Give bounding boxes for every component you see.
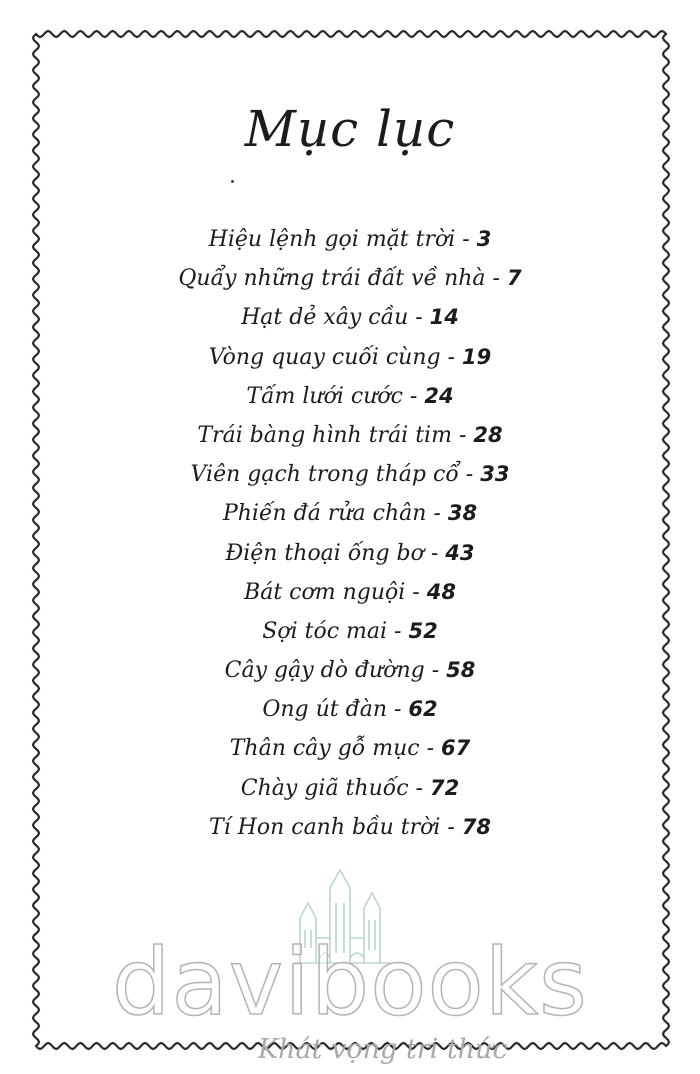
toc-entry [0,455,700,494]
toc-entry-separator: - [408,775,430,801]
watermark-brand: davibooks [112,929,588,1036]
toc-entry-separator: - [440,814,462,840]
toc-entry-title: Điện thoại ống bơ [225,540,424,566]
toc-entry-separator: - [485,266,507,292]
toc-entry-page: 7 [506,266,522,291]
toc-entry [0,377,700,416]
toc-entry [0,259,700,298]
toc-entry-separator: - [419,736,442,762]
page-title: Mục lục [244,100,456,158]
toc-entry-separator: - [402,383,425,409]
toc-entry-title: Hiệu lệnh gọi mặt trời [208,227,456,252]
toc-entry [0,338,700,377]
table-of-contents [0,220,700,847]
toc-entry [0,416,700,455]
toc-entry-page: 62 [408,697,438,722]
toc-entry-page: 72 [429,775,460,800]
toc-entry-separator: - [426,501,448,527]
toc-entry-title: Hạt dẻ xây cầu [241,305,409,331]
toc-entry-title: Tấm lưới cước [246,383,403,409]
toc-entry-page: 43 [445,540,475,565]
toc-entry-page: 28 [473,422,503,447]
toc-entry [0,808,700,847]
toc-entry [0,494,700,533]
toc-entry-separator: - [424,658,447,684]
toc-entry [0,298,700,337]
toc-entry-title: Tí Hon canh bầu trời [208,814,441,840]
toc-entry-separator: - [440,344,463,370]
toc-entry [0,651,700,690]
toc-entry-page: 14 [429,305,459,330]
watermark-slogan: Khát vọng tri thức [258,1034,508,1065]
toc-entry [0,612,700,651]
toc-entry-title: Cây gậy dò đường [224,658,425,684]
toc-entry-title: Quẩy những trái đất về nhà [178,266,486,292]
toc-entry-page: 3 [476,227,492,251]
toc-entry [0,220,700,259]
toc-entry-page: 48 [426,579,456,604]
toc-entry-title: Trái bàng hình trái tim [197,422,452,448]
toc-entry [0,534,700,573]
toc-entry-page: 58 [446,658,476,683]
toc-entry-separator: - [408,305,430,331]
toc-entry-title: Viên gạch trong tháp cổ [190,462,459,488]
toc-entry-separator: - [387,618,409,644]
toc-entry-separator: - [455,227,477,252]
toc-entry-title: Vòng quay cuối cùng [208,344,441,370]
toc-entry-separator: - [405,579,427,605]
toc-entry [0,690,700,729]
toc-entry-page: 78 [461,814,492,839]
toc-entry-title: Bát cơm nguội [244,579,406,605]
toc-entry-separator: - [387,697,409,723]
toc-entry-page: 19 [462,344,492,369]
toc-entry-title: Thân cây gỗ mục [229,736,420,762]
ink-speck [231,180,234,183]
toc-entry-separator: - [458,462,481,488]
toc-entry-title: Chày giã thuốc [240,775,409,801]
toc-entry-title: Sợi tóc mai [262,618,388,644]
toc-entry-page: 52 [408,618,438,643]
toc-entry-page: 38 [447,501,478,526]
toc-entry-separator: - [423,540,446,566]
toc-entry [0,729,700,768]
toc-entry-title: Ong út đàn [262,697,387,723]
toc-entry [0,573,700,612]
toc-entry [0,769,700,808]
toc-entry-title: Phiến đá rửa chân [222,501,427,527]
toc-entry-separator: - [451,422,474,448]
toc-entry-page: 67 [441,736,471,761]
toc-entry-page: 24 [424,383,454,408]
toc-entry-page: 33 [480,462,510,487]
